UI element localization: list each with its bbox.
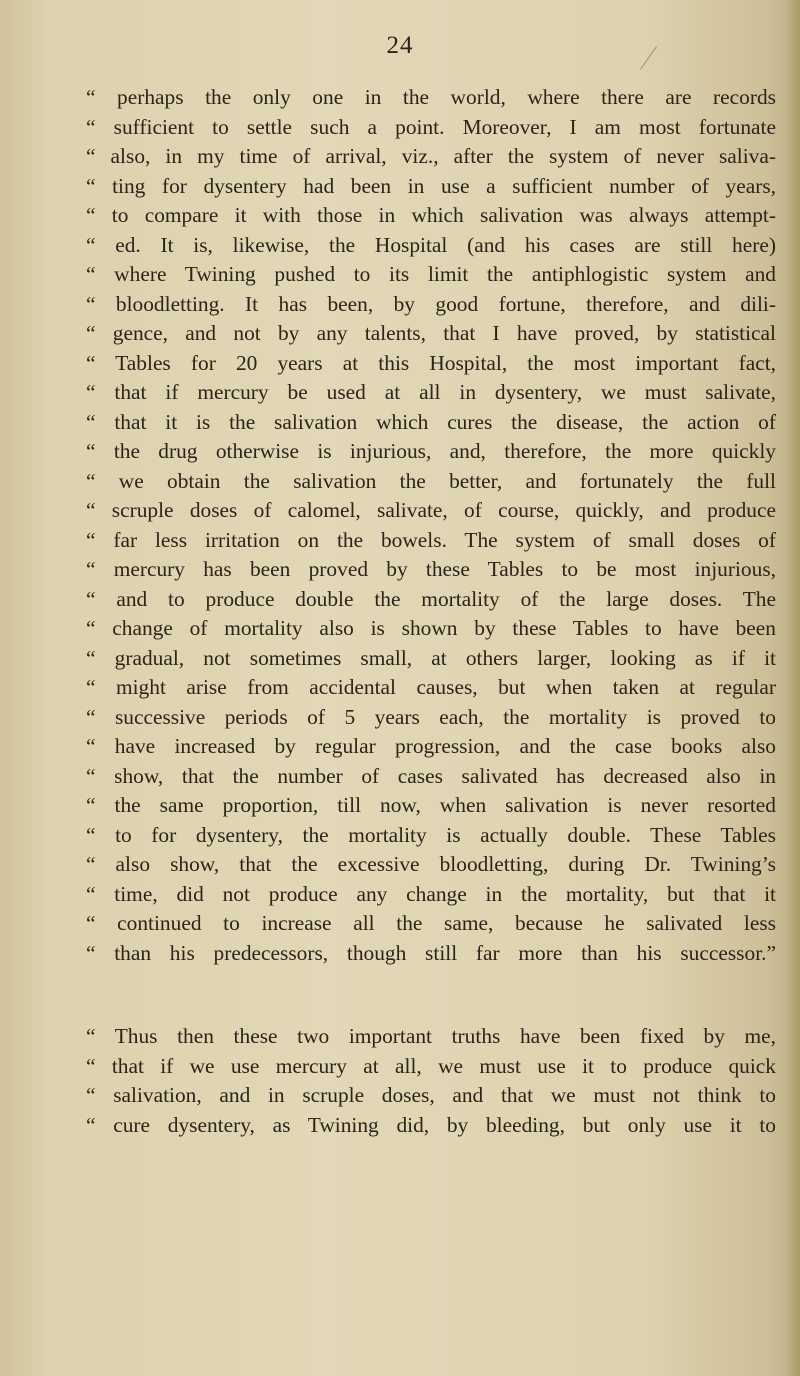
paragraph-2 (86, 1022, 776, 1140)
text-line: “ scruple doses of calomel, salivate, of course, quickly, and produce (86, 498, 776, 522)
text-line: “ Thus then these two important truths have been fixed by me, (86, 1024, 776, 1048)
text-line: “ ting for dysentery had been in use a sufficient number of years, (86, 173, 776, 198)
text-line: “ that if mercury be used at all in dysentery, we must salivate, (86, 380, 776, 404)
text-line: “ gradual, not sometimes small, at others larger, looking as if it (86, 645, 776, 670)
text-line: “ also show, that the excessive bloodletting, during Dr. Twining’s (86, 852, 776, 876)
text-line: “ far less irritation on the bowels. The system of small doses of (86, 527, 776, 552)
text-line: “ and to produce double the mortality of the large doses. The (86, 586, 776, 611)
page-edge-shadow (786, 0, 800, 1376)
text-line: “ also, in my time of arrival, viz., after the system of never saliva- (86, 144, 776, 168)
text-line: “ time, did not produce any change in the mortality, but that it (86, 881, 776, 906)
paragraph-1 (86, 83, 776, 968)
text-line: “ that it is the salivation which cures the disease, the action of (86, 409, 776, 434)
text-line: “ sufficient to settle such a point. Moreover, I am most fortunate (86, 114, 776, 139)
text-line: “ show, that the number of cases salivated has decreased also in (86, 763, 776, 788)
text-line: “ cure dysentery, as Twining did, by bleeding, but only use it to (86, 1112, 776, 1137)
text-line: “ that if we use mercury at all, we must use it to produce quick (86, 1053, 776, 1078)
text-line: “ have increased by regular progression, and the case books also (86, 734, 776, 758)
text-line: “ gence, and not by any talents, that I have proved, by statistical (86, 321, 776, 345)
text-line: “ Tables for 20 years at this Hospital, the most important fact, (86, 350, 776, 375)
text-line: “ perhaps the only one in the world, where there are records (86, 85, 776, 109)
text-line: “ salivation, and in scruple doses, and that we must not think to (86, 1083, 776, 1107)
text-line: “ successive periods of 5 years each, the mortality is proved to (86, 704, 776, 729)
text-line: “ we obtain the salivation the better, and fortunately the full (86, 468, 776, 493)
text-line: “ to compare it with those in which salivation was always attempt- (86, 203, 776, 227)
text-line: “ bloodletting. It has been, by good fortune, therefore, and dili- (86, 291, 776, 316)
text-line: “ to for dysentery, the mortality is actually double. These Tables (86, 822, 776, 847)
text-line: “ than his predecessors, though still far more than his successor.” (86, 940, 776, 965)
text-line: “ mercury has been proved by these Tables to be most injurious, (86, 557, 776, 581)
page-number: 24 (386, 32, 414, 59)
text-line: “ where Twining pushed to its limit the antiphlogistic system and (86, 262, 776, 286)
text-line: “ might arise from accidental causes, but when taken at regular (86, 675, 776, 699)
text-line: “ the same proportion, till now, when salivation is never resorted (86, 793, 776, 817)
text-line: “ ed. It is, likewise, the Hospital (and his cases are still here) (86, 232, 776, 257)
text-line: “ continued to increase all the same, because he salivated less (86, 911, 776, 935)
text-line: “ the drug otherwise is injurious, and, therefore, the more quickly (86, 439, 776, 463)
text-line: “ change of mortality also is shown by these Tables to have been (86, 616, 776, 640)
